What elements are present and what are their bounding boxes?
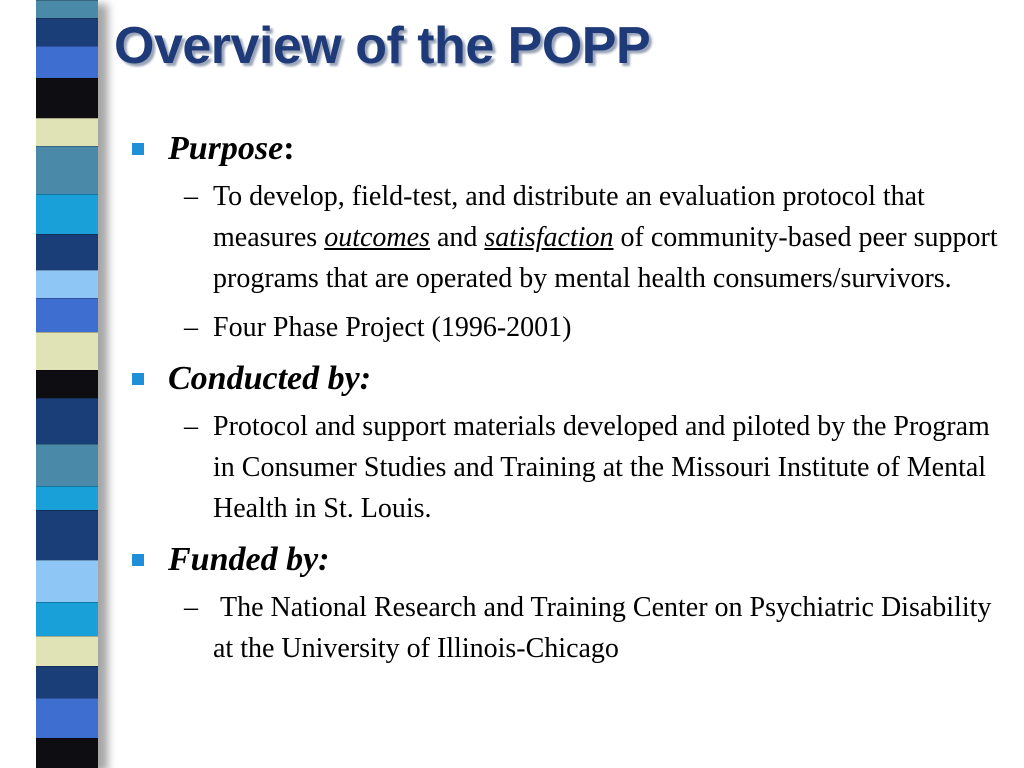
stripe — [36, 738, 98, 768]
section-heading: Conducted by: — [168, 360, 372, 397]
decorative-stripe-bar — [36, 0, 98, 768]
section-funded-by — [130, 537, 1000, 583]
item-text: Protocol and support materials developed and piloted by the Program in Consumer Studies and Training at the Missouri Institute of Mental Health in St. Louis. — [213, 411, 990, 524]
stripe — [36, 118, 98, 146]
item-text: To develop, field-test, and distribute an evaluation protocol that measures — [213, 181, 925, 253]
list-item — [130, 587, 1000, 669]
stripe — [36, 510, 98, 560]
stripe — [36, 332, 98, 370]
stripe — [36, 194, 98, 234]
stripe — [36, 270, 98, 298]
dash-bullet-icon: – — [184, 312, 198, 343]
stripe — [36, 602, 98, 636]
stripe — [36, 398, 98, 444]
item-text: Four Phase Project (1996-2001) — [213, 312, 572, 343]
stripe — [36, 46, 98, 78]
slide-content — [130, 120, 1000, 677]
list-item — [130, 176, 1000, 299]
stripe — [36, 78, 98, 118]
section-conducted-by — [130, 356, 1000, 402]
stripe — [36, 444, 98, 486]
stripe — [36, 560, 98, 602]
dash-bullet-icon: – — [184, 181, 198, 212]
stripe — [36, 486, 98, 510]
stripe — [36, 0, 98, 18]
emphasis-satisfaction: satisfaction — [484, 222, 614, 253]
square-bullet-icon — [132, 554, 144, 566]
list-item — [130, 406, 1000, 529]
slide-title: Overview of the POPP — [114, 17, 651, 75]
item-text: of community-based peer support programs that are operated by mental health consumers/survivors. — [213, 222, 998, 294]
section-heading: Funded by: — [168, 541, 330, 578]
stripe — [36, 698, 98, 738]
stripe — [36, 370, 98, 398]
stripe — [36, 298, 98, 332]
item-text: The National Research and Training Center on Psychiatric Disability at the University of Illinois-Chicago — [213, 592, 999, 664]
section-purpose — [130, 126, 1000, 172]
square-bullet-icon — [132, 373, 144, 385]
section-heading: Purpose: — [168, 130, 295, 167]
item-text: and — [429, 222, 485, 253]
list-item — [130, 307, 1000, 348]
stripe — [36, 636, 98, 666]
stripe — [36, 18, 98, 46]
dash-bullet-icon: – — [184, 592, 198, 623]
stripe — [36, 234, 98, 270]
stripe — [36, 666, 98, 698]
emphasis-outcomes: outcomes — [324, 222, 430, 253]
stripe — [36, 146, 98, 194]
dash-bullet-icon: – — [184, 411, 198, 442]
square-bullet-icon — [132, 143, 144, 155]
